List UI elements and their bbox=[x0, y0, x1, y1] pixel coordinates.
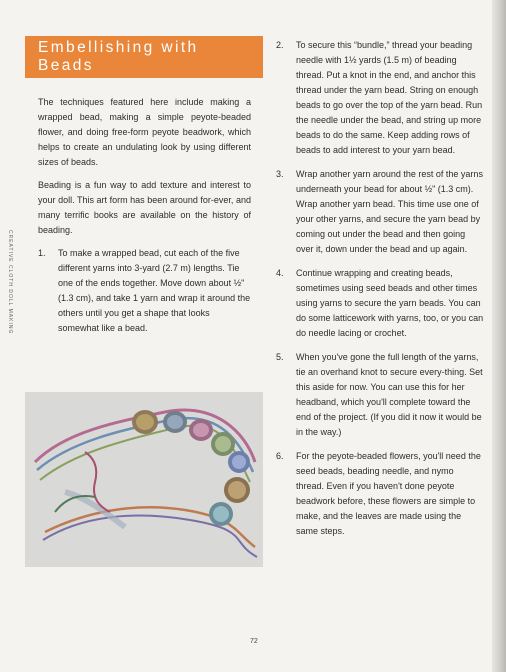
step-item bbox=[276, 350, 484, 440]
step-item bbox=[276, 38, 484, 158]
step-number: 5. bbox=[276, 352, 284, 362]
step-text: Wrap another yarn around the rest of the yarns underneath your bead for about ½" (1.3 cm). Wrap another yarn bead. This time use one of your other yarns, and secure the yarn bead by coming out under the bead and then going over it, down under the bead and up again. bbox=[296, 169, 483, 254]
page-number: 72 bbox=[250, 638, 258, 645]
page-spine-shadow bbox=[492, 0, 506, 672]
running-side-label: CREATIVE CLOTH DOLL MAKING bbox=[7, 230, 13, 335]
step-item bbox=[276, 449, 484, 539]
intro-paragraph: The techniques featured here include making a wrapped bead, making a simple peyote-beaded flower, and doing free-form peyote beadwork, which helps to create an undulating look by using different sizes of beads. bbox=[38, 97, 251, 167]
left-column bbox=[38, 95, 251, 345]
step-number: 3. bbox=[276, 169, 284, 179]
step-item bbox=[276, 266, 484, 341]
step-text: Continue wrapping and creating beads, sometimes using seed beads and other times using yarns to secure the yarn beads. You can do some latticework with yarns, too, or you can do needle lacing or crochet. bbox=[296, 268, 484, 338]
step-number: 2. bbox=[276, 40, 284, 50]
step-item bbox=[276, 167, 484, 257]
section-header bbox=[25, 36, 263, 78]
section-title: Embellishing with Beads bbox=[38, 39, 199, 74]
step-number: 4. bbox=[276, 268, 284, 278]
beaded-headband-photo bbox=[25, 392, 263, 567]
step-text: For the peyote-beaded flowers, you'll need the seed beads, beading needle, and nymo thread. Even if you haven't done peyote beadwork before, these flowers are simple to make, and the leaves are made using the same steps. bbox=[296, 451, 481, 536]
step-text: When you've gone the full length of the yarns, tie an overhand knot to secure every-thing. Set this aside for now. You can use this for her headband, which you'll complete toward the end of the project. (If you did it now it would be in the way.) bbox=[296, 352, 483, 437]
step-text: To secure this “bundle,” thread your beading needle with 1½ yards (1.5 m) of beading thread. Put a knot in the end, and anchor this thread under the yarn bead. String on enough beads to go over the top of the yarn bead. Run the needle under the bead, and string up more beads to do the same. Keep adding rows of beads to add interest to your yarn bead. bbox=[296, 40, 483, 155]
step-item bbox=[38, 246, 251, 336]
step-number: 1. bbox=[38, 248, 46, 258]
intro-paragraph: Beading is a fun way to add texture and interest to your doll. This art form has been around for-ever, and many terrific books are available on the history of beading. bbox=[38, 180, 251, 235]
right-column bbox=[276, 38, 484, 548]
step-text: To make a wrapped bead, cut each of the five different yarns into 3-yard (2.7 m) lengths. Tie one of the ends together. Move down about ½" (1.3 cm), and take 1 yarn and wrap it around the others until you get a shape that looks somewhat like a bead. bbox=[58, 248, 251, 333]
beaded-yarn-illustration bbox=[25, 392, 263, 567]
step-number: 6. bbox=[276, 451, 284, 461]
